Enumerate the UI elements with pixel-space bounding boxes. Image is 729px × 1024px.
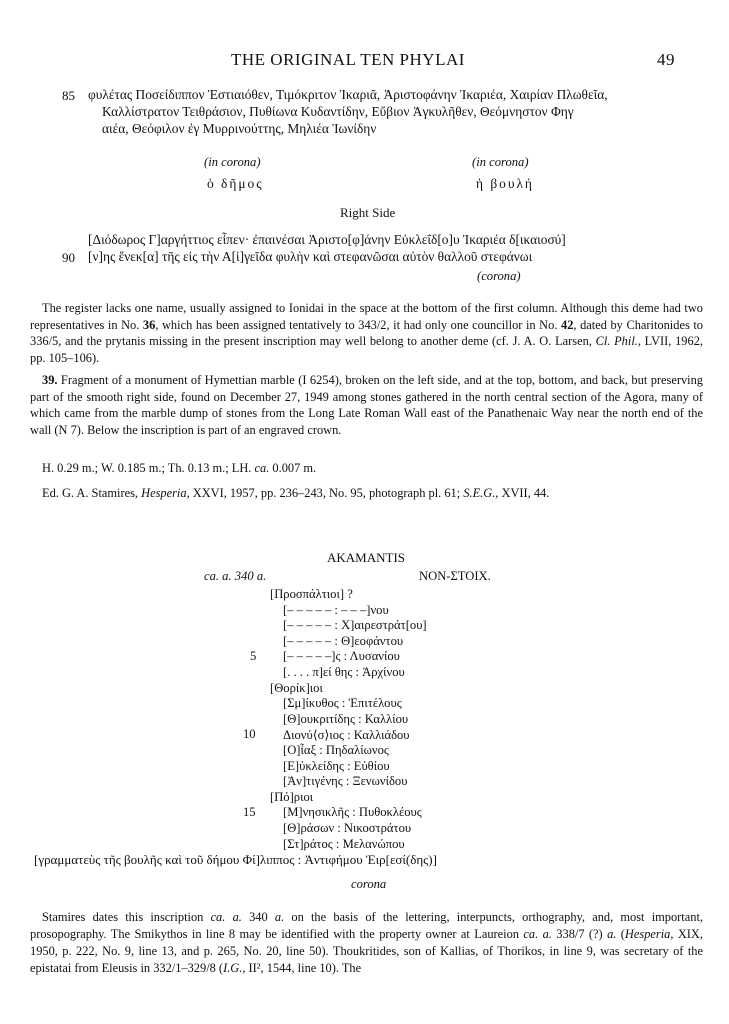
inscription-line [283, 837, 405, 852]
inscription-line [283, 821, 411, 836]
inscription-line-text: [– – – – –]ς : Λυσανίου [283, 649, 400, 664]
decree-line-89: [Διόδωρος Γ]αργήττιος εἶπεν· ἐπαινέσαι Ἀριστο[φ]άνην Εὐκλεΐδ[ο]υ Ἰκαριέα δ[ικαιοσύ] [88, 232, 566, 247]
inscription-line [283, 634, 403, 649]
inscription-line [283, 805, 422, 820]
inscription-line [283, 727, 410, 743]
inscription-line-text: [Μ]νησικλῆς : Πυθοκλέους [283, 805, 422, 820]
inscription-line-text: [– – – – – : – – –]νου [283, 602, 389, 617]
decree-line-86: Καλλίστρατον Τειθράσιον, Πυθίωνα Κυδαντίδην, Εὔβιον Ἀγκυλῆθεν, Θεόμνηστον Φηγ [102, 104, 574, 119]
inscription-title: AKAMANTIS [327, 550, 405, 565]
inscription-line-number: 10 [243, 727, 256, 742]
corona-label-left: (in corona) [204, 155, 261, 169]
inscription-style: ΝΟΝ-ΣΤΟΙΧ. [419, 569, 491, 583]
inscription-line-text: [Θορίκ]ιοι [270, 680, 323, 695]
corona-label-right: (in corona) [472, 155, 529, 169]
decree-line-85: φυλέτας Ποσείδιππον Ἑστιαιόθεν, Τιμόκριτον Ἰκαριᾶ, Ἀριστοφάνην Ἰκαριέα, Χαιρίαν Πλωθεῖα, [88, 87, 608, 102]
inscription-line [283, 618, 427, 633]
inscription-line-text: [– – – – – : Χ]αιρεστράτ[ου] [283, 618, 427, 633]
inscription-line-text: [– – – – – : Θ]εοφάντου [283, 633, 404, 648]
inscription-line-number: 5 [250, 649, 257, 664]
inscription-line-text: [. . . . π]εί θης : Ἀρχίνου [283, 665, 405, 679]
inscription-line [270, 681, 323, 696]
right-side-heading: Right Side [340, 205, 396, 220]
page-number: 49 [657, 50, 675, 69]
inscription-line-text: [Σμ]ίκυθος : Ἐπιτέλους [283, 696, 402, 711]
decree-line-87: αιέα, Θεόφιλον ἐγ Μυρρινούττης, Μηλιέα Ἰωνίδην [102, 121, 377, 136]
inscription-line [283, 774, 407, 789]
inscription-line [270, 587, 353, 602]
inscription-line-text: [Πό]ριοι [270, 789, 314, 804]
entry-39-description: 39. Fragment of a monument of Hymettian marble (I 6254), broken on the left side, and at the top, bottom, and back, but preserving part of the smooth right side, found on December 27, 1949 among stones gathered in the north central section of the Agora, many of which came from the marble dump of stones from the Long Late Roman Wall east of the Panathenaic Way near the north end of the wall (N 7). Below the inscription is part of an engraved crown. [30, 373, 703, 438]
inscription-line-text: [Στ]ράτος : Μελανώπου [283, 836, 405, 851]
inscription-line [283, 665, 405, 680]
entry-39-edition: Ed. G. A. Stamires, Hesperia, XXVI, 1957, pp. 236–243, No. 95, photograph pl. 61; S.E.G., XVII, 44. [42, 486, 550, 500]
inscription-secretary-line: [γραμματεὺς τῆς βουλῆς καὶ τοῦ δήμου Φί]λιππος : Ἀντιφήμου Ἐιρ[εσί(δης)] [34, 852, 437, 867]
inscription-line [283, 712, 408, 727]
inscription-line [283, 649, 400, 664]
inscription-line-text: Διονύ⟨σ⟩ιος : Καλλιάδου [283, 728, 410, 743]
inscription-line-text: [Ε]ὐκλείδης : Εὐθίου [283, 758, 390, 773]
corona-text-demos: ὁ δῆμος [207, 176, 264, 191]
corona-text-boule: ἡ βουλή [476, 176, 534, 191]
corona-label-right-side: (corona) [477, 269, 521, 283]
line-number-90: 90 [62, 250, 75, 265]
commentary-paragraph-2: Stamires dates this inscription ca. a. 340 a. on the basis of the lettering, interpuncts, orthography, and, most important, prosopography. The Smikythos in line 8 may be identified with the property owner at Laureion ca. a. 338/7 (?) a. (Hesperia, XIX, 1950, p. 222, No. 9, line 13, and p. 265, No. 20, line 50). Thoukritides, son of Kallias, of Thorikos, in line 9, was secretary of the epistatai from Eleusis in 332/1–329/8 (I.G., II², 1544, line 10). The [30, 910, 703, 975]
inscription-line [283, 759, 390, 774]
inscription-line-text: [Προσπάλτιοι] ? [270, 587, 353, 601]
inscription-line-number: 15 [243, 805, 256, 820]
entry-39-dimensions: H. 0.29 m.; W. 0.185 m.; Th. 0.13 m.; LH. ca. 0.007 m. [42, 461, 317, 475]
inscription-line-text: [Θ]ουκριτίδης : Καλλίου [283, 711, 409, 726]
inscription-line [283, 603, 389, 618]
inscription-line [270, 790, 313, 805]
inscription-corona: corona [351, 877, 387, 891]
inscription-line-text: [Θ]ράσων : Νικοστράτου [283, 821, 412, 835]
inscription-line-text: [Ἀν]τιγένης : Ξενωνίδου [283, 774, 408, 789]
decree-line-90: [ν]ης ἕνεκ[α] τῆς εἰς τὴν Α[ἰ]γεῖδα φυλὴν καὶ στεφανῶσαι αὐτὸν θαλλοῦ στεφάνωι [88, 249, 533, 264]
line-number-85: 85 [62, 88, 75, 103]
commentary-paragraph-1: The register lacks one name, usually assigned to Ionidai in the space at the bottom of the first column. Although this deme had two representatives in No. 36, which has been assigned tentatively to 343/2, it had only one councillor in No. 42, dated by Charitonides to 336/5, and the prytanis missing in the present inscription may well belong to another deme (cf. J. A. O. Larsen, Cl. Phil., LVII, 1962, pp. 105–106). [30, 301, 703, 366]
inscription-line [283, 743, 389, 758]
running-head-title: THE ORIGINAL TEN PHYLAI [231, 50, 465, 69]
inscription-line [283, 696, 402, 711]
inscription-line-text: [Ο]ἶαξ : Πηδαλίωνος [283, 743, 389, 757]
inscription-date: ca. a. 340 a. [204, 569, 267, 583]
